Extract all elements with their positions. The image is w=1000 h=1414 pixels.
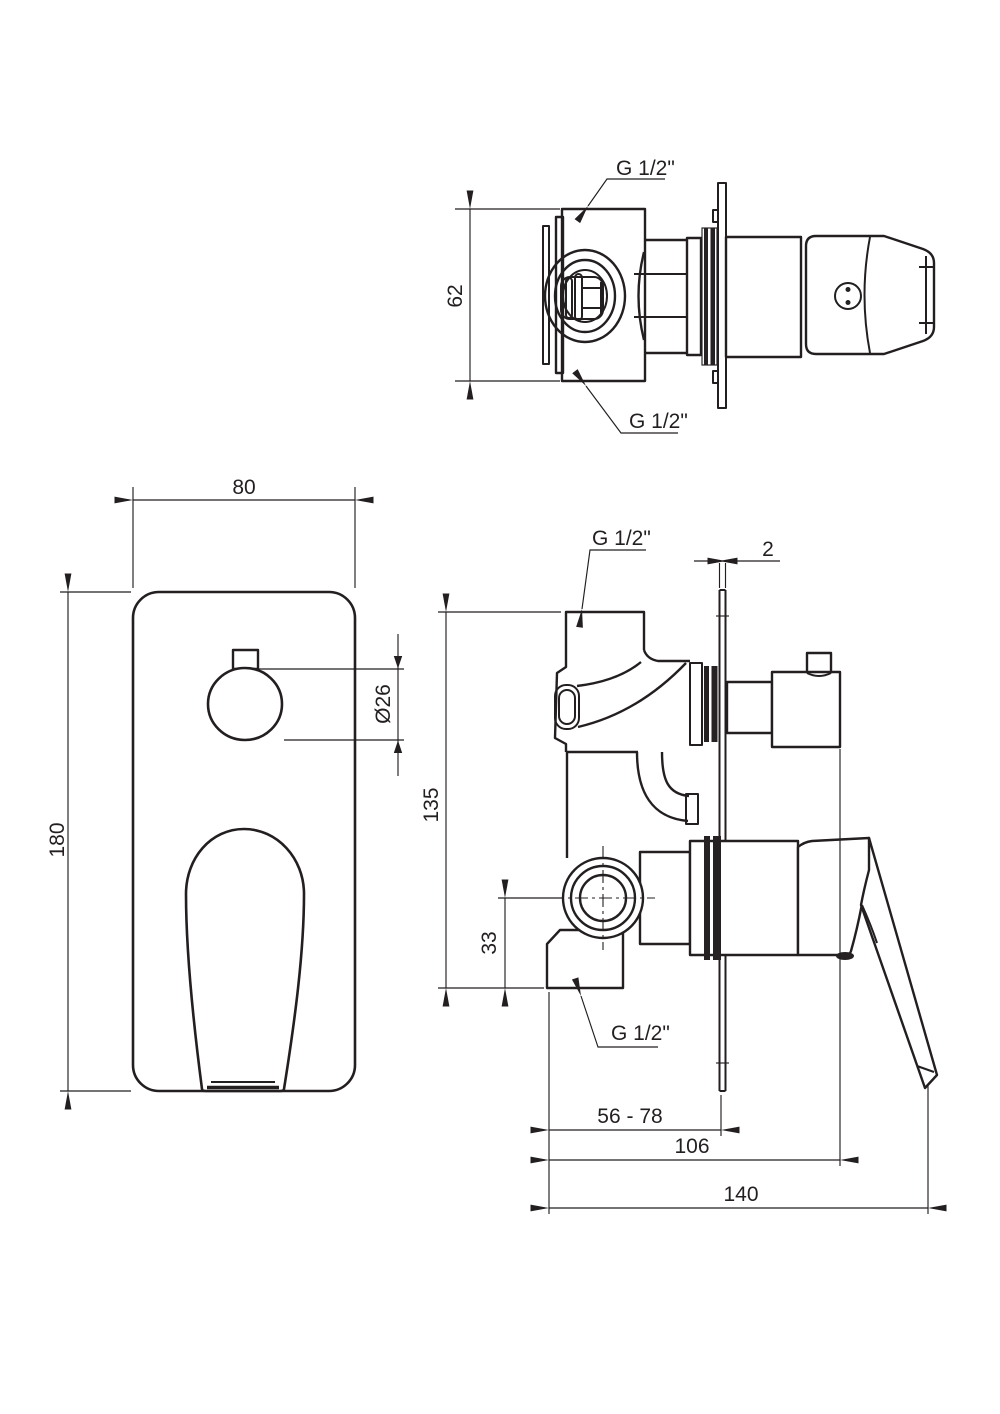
side-diverter-assembly: [690, 653, 840, 747]
side-hub-screw: [836, 952, 854, 960]
dim-plate-thickness: [694, 538, 780, 561]
side-wall-plate: [716, 563, 729, 1091]
top-trim-sleeve: [726, 237, 801, 357]
top-gasket-stack: [702, 228, 717, 365]
dim-62-label: 62: [444, 284, 467, 308]
dim-180: [46, 592, 131, 1091]
dim-106: [549, 749, 840, 1166]
top-handle-indicator: [835, 283, 861, 309]
top-wall-flange: [687, 238, 701, 355]
side-elbow-pipe: [637, 752, 698, 824]
side-valve-body: [547, 612, 698, 988]
side-view: [420, 527, 937, 1214]
side-top-port: [566, 612, 644, 655]
top-neck: [634, 240, 687, 353]
top-handle: [806, 236, 934, 354]
side-port-top-label: G 1/2": [592, 527, 651, 550]
side-port-bottom-callout: [581, 996, 670, 1047]
side-bottom-port: [547, 930, 623, 988]
top-port-bottom-label: G 1/2": [629, 410, 688, 433]
front-view: [46, 476, 404, 1091]
dim-80: [133, 476, 355, 588]
side-port-top-callout: [582, 527, 651, 609]
side-lever-assembly: [690, 836, 937, 1088]
dim-140-label: 140: [723, 1183, 759, 1206]
front-lever-handle: [186, 829, 304, 1091]
dim-33-label: 33: [478, 931, 501, 955]
top-port-top-label: G 1/2": [616, 157, 675, 180]
dim-106-label: 106: [674, 1135, 710, 1158]
side-lever-blade: [861, 838, 937, 1088]
dim-knob-diameter-label: Ø26: [372, 684, 395, 724]
top-port-bottom-callout: [586, 386, 688, 433]
side-diverter-button: [807, 653, 831, 673]
front-diverter-knob: [208, 668, 282, 740]
dim-135-label: 135: [420, 787, 443, 823]
top-view: [444, 157, 934, 433]
dim-180-label: 180: [46, 822, 69, 858]
dim-80-label: 80: [232, 476, 256, 499]
side-port-bottom-label: G 1/2": [611, 1022, 670, 1045]
dim-2-label: 2: [762, 538, 774, 561]
top-port-top-callout: [588, 157, 675, 206]
dim-56-78-label: 56 - 78: [597, 1105, 663, 1128]
side-diverter-knob: [772, 672, 840, 747]
